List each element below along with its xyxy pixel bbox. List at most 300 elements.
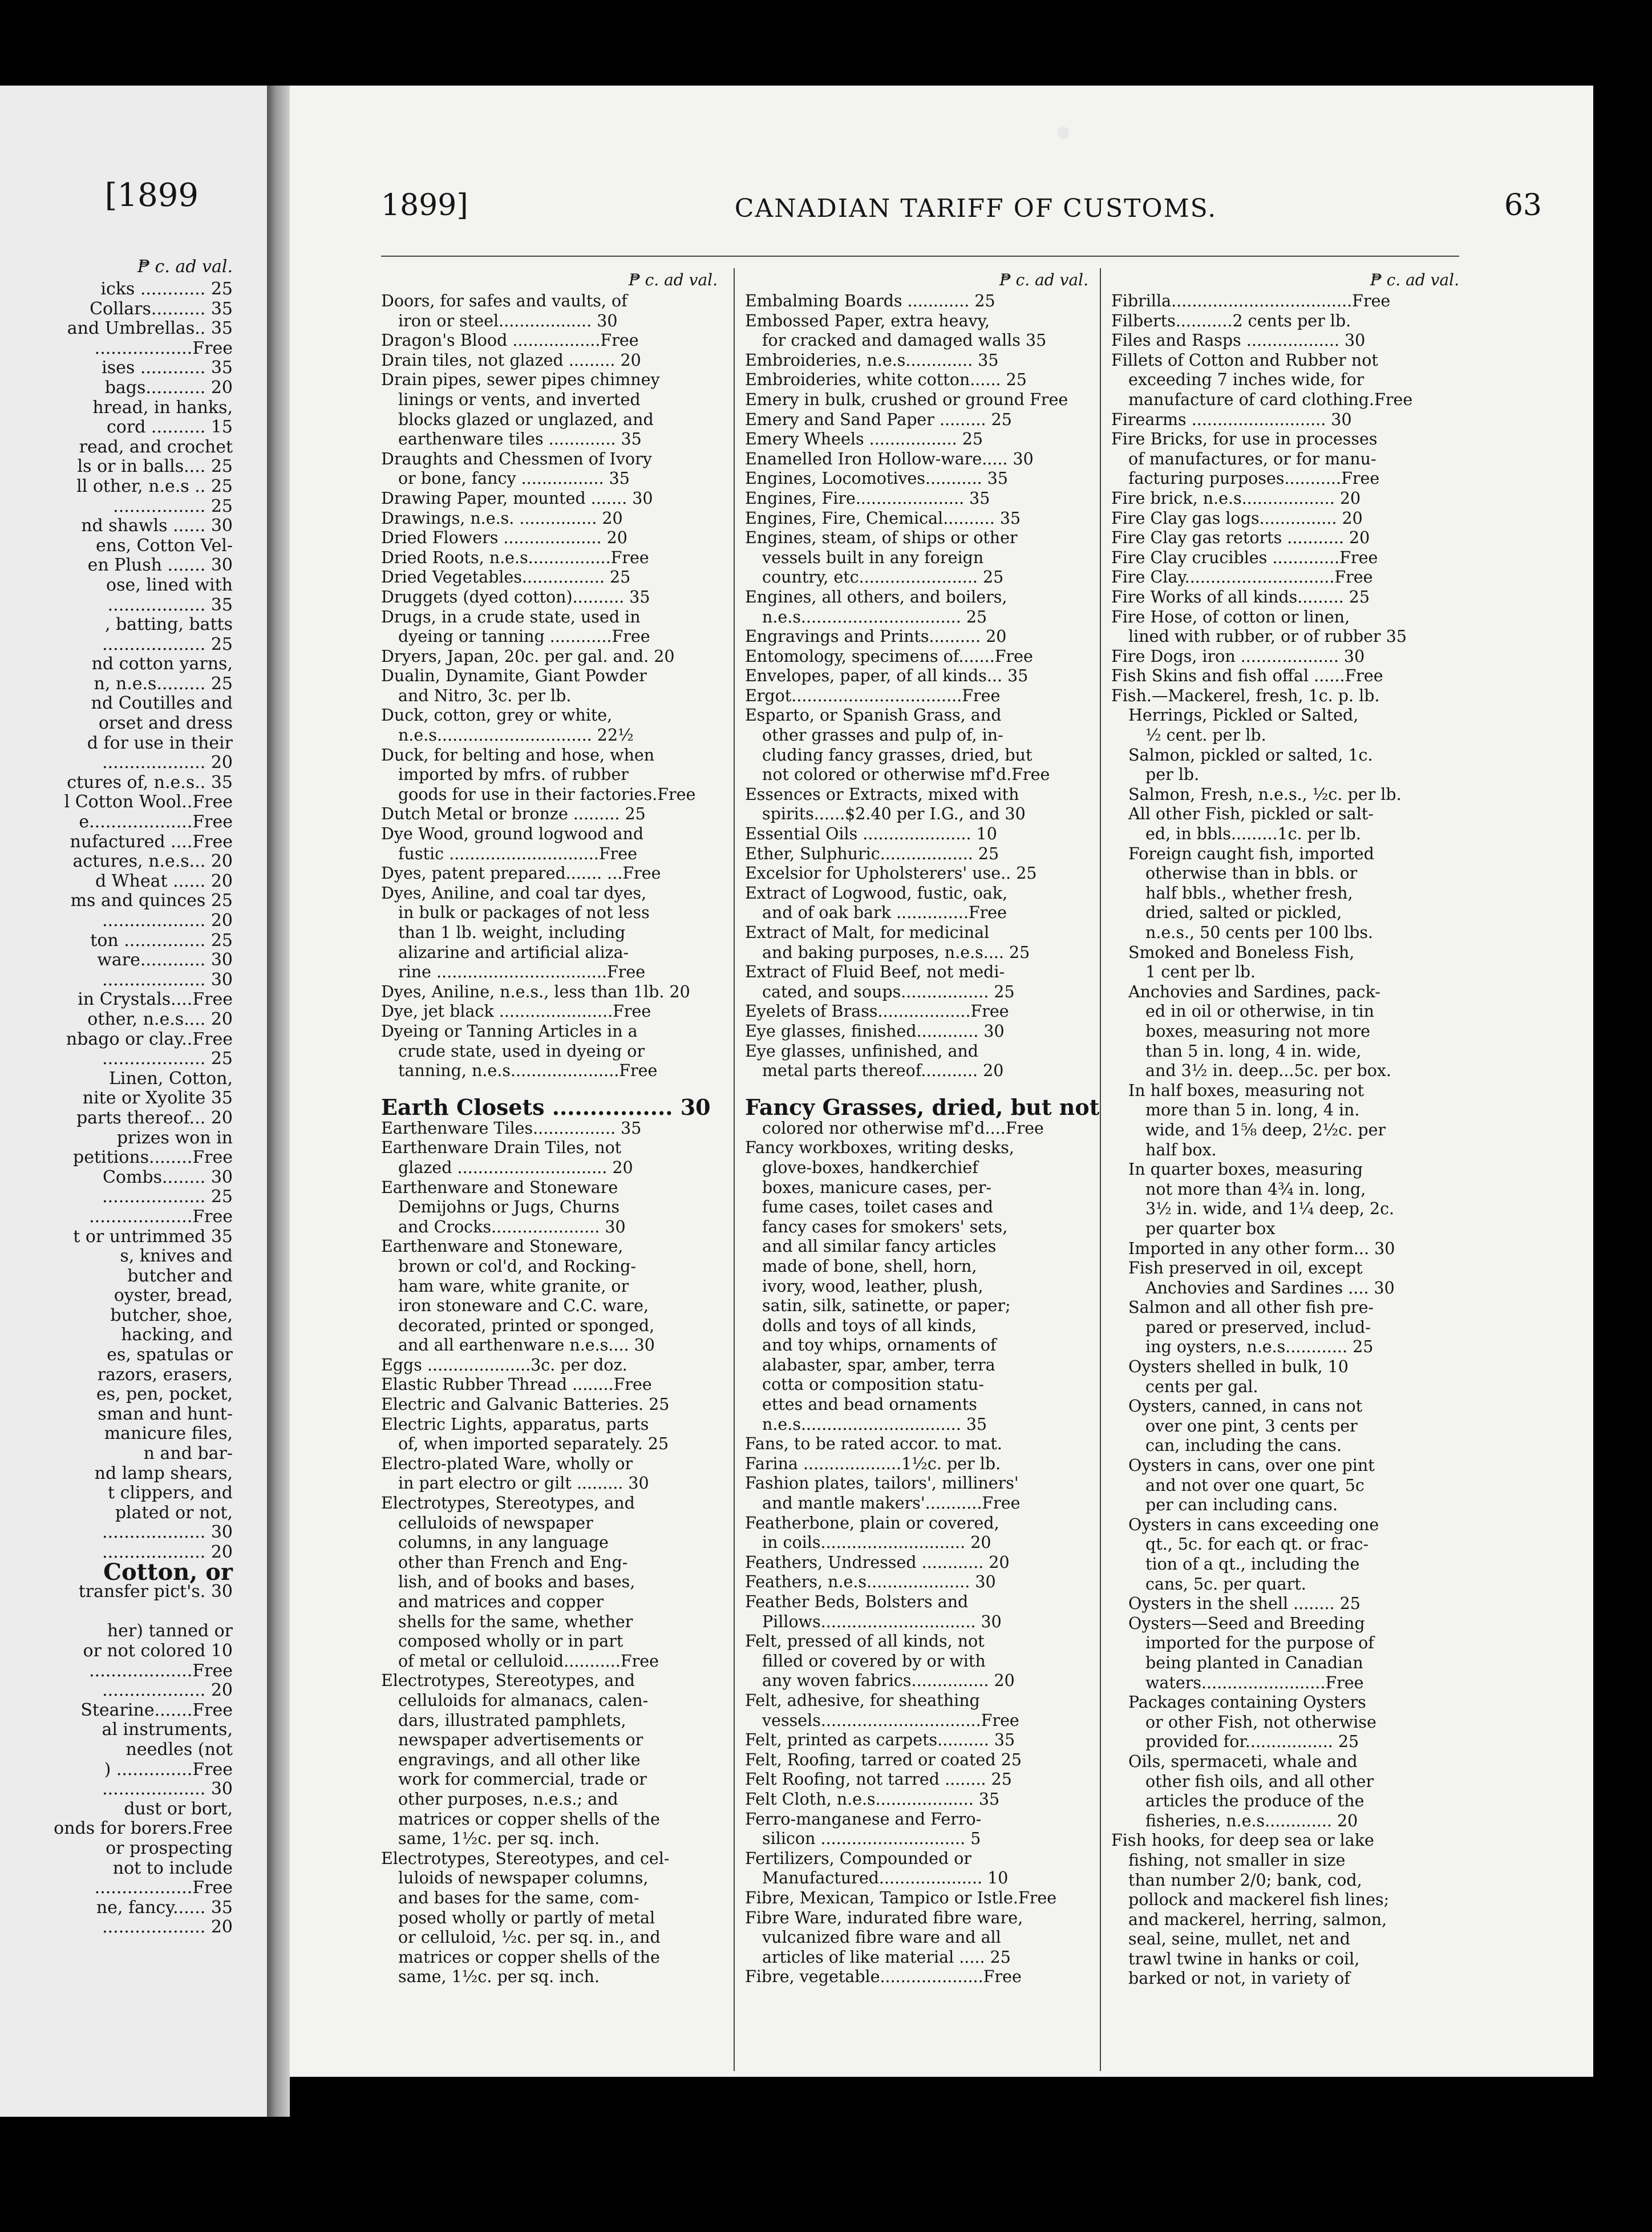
tariff-entry-line: Anchovies and Sardines, pack- [1128, 982, 1380, 1001]
tariff-entry-line: Embroideries, n.e.s............. 35 [745, 350, 999, 370]
tariff-entry-line: Dyes, patent prepared....... ...Free [381, 864, 661, 883]
tariff-entry-line: Dried Roots, n.e.s................Free [381, 548, 649, 567]
running-header [381, 188, 1570, 228]
left-page-line: oyster, bread, [114, 1285, 233, 1306]
page-number: 63 [1504, 188, 1542, 223]
tariff-entry-line: Fire Works of all kinds......... 25 [1111, 587, 1370, 606]
tariff-entry-line: Emery in bulk, crushed or ground Free [745, 390, 1068, 409]
tariff-entry-line: Felt Cloth, n.e.s................... 35 [745, 1789, 1000, 1809]
left-page-line: petitions........Free [73, 1147, 233, 1168]
tariff-entry-line: Ferro-manganese and Ferro- [745, 1809, 982, 1829]
tariff-entry-line: qt., 5c. for each qt. or frac- [1145, 1535, 1369, 1554]
tariff-entry-line: 1 cent per lb. [1145, 963, 1256, 982]
tariff-entry-line: cotta or composition statu- [762, 1375, 984, 1394]
tariff-entry-line: Eye glasses, unfinished, and [745, 1041, 979, 1061]
tariff-entry-line: Earth Closets ................ 30 [381, 1094, 711, 1120]
tariff-entry-line: Felt, adhesive, for sheathing [745, 1691, 980, 1710]
tariff-entry-line: Embroideries, white cotton...... 25 [745, 370, 1027, 390]
left-page-line: ................. 25 [113, 496, 233, 516]
left-page-line: ton ............... 25 [90, 930, 233, 951]
tariff-entry-line: Fillets of Cotton and Rubber not [1111, 350, 1378, 370]
tariff-entry-line: Anchovies and Sardines .... 30 [1145, 1278, 1395, 1297]
tariff-entry-line: can, including the cans. [1145, 1436, 1342, 1455]
tariff-entry-line: of, when imported separately. 25 [398, 1434, 669, 1454]
tariff-entry-line: and baking purposes, n.e.s.... 25 [762, 943, 1030, 962]
tariff-entry-line: Embossed Paper, extra heavy, [745, 311, 990, 330]
left-page-line: nd shawls ...... 30 [81, 516, 233, 536]
tariff-entry-line: imported for the purpose of [1145, 1633, 1374, 1653]
tariff-entry-line: provided for................. 25 [1145, 1732, 1359, 1752]
tariff-entry-line: Essences or Extracts, mixed with [745, 785, 1019, 804]
tariff-entry-line: alizarine and artificial aliza- [398, 943, 629, 962]
tariff-entry-line: fisheries, n.e.s............. 20 [1145, 1811, 1358, 1830]
left-page-line: butcher, shoe, [110, 1305, 233, 1325]
tariff-entry-line: cated, and soups................. 25 [762, 982, 1015, 1001]
tariff-entry-line: Entomology, specimens of.......Free [745, 646, 1033, 666]
tariff-entry-line: blocks glazed or unglazed, and [398, 410, 654, 429]
left-page-line: n, n.e.s......... 25 [94, 673, 233, 694]
tariff-entry-line: iron or steel.................. 30 [398, 311, 618, 330]
left-page-header: [1899 [104, 177, 199, 214]
left-page-line: her) tanned or [107, 1621, 233, 1641]
left-page-line: ) ..............Free [104, 1759, 233, 1780]
left-page-line: nd Coutilles and [91, 693, 233, 714]
tariff-entry-line: pollock and mackerel fish lines; [1128, 1890, 1390, 1910]
tariff-entry-line: goods for use in their factories.Free [398, 785, 696, 804]
tariff-entry-line: celluloids for almanacs, calen- [398, 1691, 649, 1710]
tariff-entry-line: Fire Clay crucibles .............Free [1111, 548, 1378, 567]
left-page-line: s, knives and [120, 1246, 233, 1267]
left-page-line: or prospecting [106, 1838, 233, 1858]
tariff-column-1 [381, 271, 718, 1987]
tariff-entry-line: not more than 4¾ in. long, [1145, 1179, 1366, 1199]
tariff-entry-line: and Crocks..................... 30 [398, 1217, 626, 1236]
tariff-entry-line: Doors, for safes and vaults, of [381, 292, 627, 310]
tariff-entry-line: ing oysters, n.e.s............ 25 [1145, 1337, 1374, 1357]
left-page-line: ls or in balls.... 25 [77, 456, 233, 477]
left-page-line: ...................Free [89, 1206, 233, 1227]
tariff-entry-line: Dried Flowers ................... 20 [381, 528, 627, 548]
tariff-entry-line: Fire Hose, of cotton or linen, [1111, 607, 1350, 626]
left-page-line: es, spatulas or [107, 1345, 233, 1365]
tariff-entry-line: Extract of Logwood, fustic, oak, [745, 883, 1008, 903]
tariff-entry-line: tion of a qt., including the [1145, 1555, 1360, 1574]
tariff-entry-line: Fish preserved in oil, except [1128, 1259, 1363, 1278]
tariff-entry-line: Herrings, Pickled or Salted, [1128, 706, 1359, 725]
tariff-entry-line: Pillows.............................. 30 [762, 1612, 1002, 1631]
tariff-entry-line: brown or col'd, and Rocking- [398, 1256, 636, 1276]
tariff-entry-line: fume cases, toilet cases and [762, 1198, 993, 1217]
tariff-entry-line: Salmon, Fresh, n.e.s., ½c. per lb. [1128, 785, 1402, 804]
left-page-line: ................... 25 [102, 1187, 233, 1207]
tariff-entry-line: Feathers, n.e.s.................... 30 [745, 1572, 996, 1592]
tariff-entry-line: Dye Wood, ground logwood and [381, 824, 644, 844]
left-page-entries [0, 280, 233, 1938]
tariff-entry-line: vulcanized fibre ware and all [762, 1928, 1001, 1947]
tariff-entry-line: Dyes, Aniline, and coal tar dyes, [381, 883, 647, 903]
tariff-entry-line: same, 1½c. per sq. inch. [398, 1967, 600, 1987]
left-column-heading: ₱ c. ad val. [137, 257, 233, 277]
tariff-entry-line: n.e.s............................... 25 [762, 607, 987, 626]
left-page-line: nbago or clay..Free [66, 1029, 233, 1049]
tariff-entry-line: Electrotypes, Stereotypes, and [381, 1671, 635, 1691]
tariff-entry-line: Salmon and all other fish pre- [1128, 1298, 1374, 1317]
left-page-line: ose, lined with [106, 575, 233, 595]
tariff-entry-line: fustic .............................Free [398, 844, 637, 863]
left-page-line: ises ............ 35 [102, 358, 233, 378]
tariff-entry-line: Fire Clay gas retorts ........... 20 [1111, 528, 1370, 548]
left-page-line: nufactured ....Free [70, 831, 233, 852]
tariff-entry-line: Feathers, Undressed ............ 20 [745, 1552, 1010, 1572]
tariff-entry-line: Fire brick, n.e.s.................. 20 [1111, 488, 1361, 508]
tariff-entry-line: in bulk or packages of not less [398, 903, 650, 923]
left-page-line: sman and hunt- [98, 1404, 233, 1424]
tariff-entry-line: and not over one quart, 5c [1145, 1475, 1364, 1495]
tariff-entry-line: satin, silk, satinette, or paper; [762, 1296, 1011, 1316]
tariff-entry-line: Fire Clay.............................Free [1111, 568, 1373, 587]
tariff-entry-line: made of bone, shell, horn, [762, 1256, 977, 1276]
tariff-entry-line: pared or preserved, includ- [1145, 1317, 1371, 1337]
tariff-entry-line: waters........................Free [1145, 1673, 1364, 1692]
tariff-entry-line: metal parts thereof........... 20 [762, 1061, 1004, 1081]
left-page-line: ................... 20 [102, 1542, 233, 1562]
left-page-line: prizes won in [116, 1127, 233, 1148]
book-gutter [267, 86, 290, 2117]
tariff-entry-line: Earthenware Tiles................ 35 [381, 1118, 642, 1138]
tariff-entry-line: seal, seine, mullet, net and [1128, 1930, 1351, 1949]
tariff-entry-line: Dried Vegetables................ 25 [381, 568, 631, 587]
tariff-entry-line: glazed ............................. 20 [398, 1158, 633, 1177]
tariff-entry-line: n.e.s.............................. 22½ [398, 726, 634, 745]
tariff-entry-line: matrices or copper shells of the [398, 1809, 660, 1829]
left-page-line: dust or bort, [124, 1798, 233, 1819]
tariff-entry-line: Dutch Metal or bronze ......... 25 [381, 804, 646, 824]
left-page-line: ................... 20 [102, 1680, 233, 1701]
tariff-entry-line: exceeding 7 inches wide, for [1128, 370, 1364, 390]
tariff-entry-line: Emery and Sand Paper ......... 25 [745, 410, 1012, 429]
column-heading: ₱ c. ad val. [999, 270, 1088, 289]
tariff-entry-line: Fibrilla...................................Free [1111, 292, 1391, 310]
tariff-entry-line: filled or covered by or with [762, 1651, 986, 1671]
header-year: 1899] [381, 188, 468, 223]
tariff-entry-line: Felt, pressed of all kinds, not [745, 1632, 985, 1651]
tariff-entry-line: other fish oils, and all other [1145, 1772, 1374, 1791]
left-page [0, 86, 267, 2117]
tariff-entry-line: dried, salted or pickled, [1145, 903, 1342, 923]
tariff-entry-line: Demijohns or Jugs, Churns [398, 1198, 620, 1217]
left-page-line: not to include [112, 1858, 233, 1878]
tariff-entry-line: Fish hooks, for deep sea or lake [1111, 1831, 1374, 1850]
left-page-line: parts thereof... 20 [76, 1107, 233, 1128]
left-page-line: orset and dress [98, 713, 233, 734]
tariff-entry-line: cents per gal. [1145, 1377, 1258, 1396]
tariff-entry-line: other purposes, n.e.s.; and [398, 1789, 618, 1809]
left-page-line: manicure files, [104, 1424, 233, 1444]
tariff-entry-line: 3½ in. wide, and 1¼ deep, 2c. [1145, 1199, 1395, 1219]
tariff-entry-line: Fish Skins and fish offal ......Free [1111, 666, 1383, 686]
tariff-entry-line: Electric Lights, apparatus, parts [381, 1414, 649, 1434]
tariff-entry-line: spirits......$2.40 per I.G., and 30 [762, 804, 1026, 824]
tariff-entry-line: dars, illustrated pamphlets, [398, 1711, 626, 1730]
tariff-entry-line: ed, in bbls.........1c. per lb. [1145, 824, 1361, 844]
left-page-line: en Plush ....... 30 [87, 555, 233, 576]
tariff-entry-line: vessels...............................Free [762, 1711, 1019, 1730]
left-page-line: in Crystals....Free [78, 989, 233, 1010]
tariff-entry-line: barked or not, in variety of [1128, 1969, 1350, 1988]
left-page-line: actures, n.e.s... 20 [72, 851, 233, 872]
tariff-entry-line: Electrotypes, Stereotypes, and cel- [381, 1849, 670, 1868]
tariff-entry-line: work for commercial, trade or [398, 1770, 647, 1789]
tariff-entry-line: Imported in any other form... 30 [1128, 1239, 1395, 1258]
tariff-entry-line: dolls and toys of all kinds, [762, 1316, 977, 1335]
left-page-line: nd lamp shears, [94, 1463, 233, 1483]
left-page-line: Stearine.......Free [80, 1700, 233, 1720]
tariff-entry-line: iron stoneware and C.C. ware, [398, 1296, 649, 1316]
column-rule [1100, 268, 1101, 2071]
tariff-entry-line: matrices or copper shells of the [398, 1947, 660, 1967]
tariff-entry-line: dyeing or tanning ............Free [398, 627, 650, 646]
tariff-entry-line: Engines, Fire..................... 35 [745, 488, 990, 508]
tariff-entry-line: Engines, Fire, Chemical.......... 35 [745, 508, 1021, 528]
left-page-line: bags........... 20 [104, 377, 233, 398]
left-page-line: and Umbrellas.. 35 [67, 318, 233, 339]
tariff-entry-line: Felt, printed as carpets.......... 35 [745, 1730, 1015, 1750]
tariff-entry-line: Oils, spermaceti, whale and [1128, 1752, 1358, 1771]
tariff-entry-line: Eggs ....................3c. per doz. [381, 1355, 627, 1374]
tariff-entry-line: glove-boxes, handkerchief [762, 1158, 978, 1177]
tariff-entry-line: Oysters, canned, in cans not [1128, 1397, 1363, 1416]
left-page-line: razors, erasers, [97, 1364, 233, 1385]
column-rule [734, 268, 735, 2071]
left-page-line: e...................Free [79, 812, 233, 832]
left-page-line: needles (not [125, 1739, 233, 1760]
left-page-line: Collars.......... 35 [90, 298, 233, 319]
tariff-entry-line: earthenware tiles ............. 35 [398, 430, 642, 449]
tariff-entry-line: ettes and bead ornaments [762, 1395, 977, 1414]
tariff-entry-line: Fibre, Mexican, Tampico or Istle.Free [745, 1888, 1057, 1907]
tariff-entry-line: Drawings, n.e.s. ............... 20 [381, 508, 623, 528]
tariff-entry-line: Felt, Roofing, tarred or coated 25 [745, 1750, 1022, 1769]
tariff-entry-line: Packages containing Oysters [1128, 1693, 1366, 1712]
tariff-entry-line: and all earthenware n.e.s.... 30 [398, 1336, 655, 1355]
left-page-line: ................... 25 [102, 1049, 233, 1069]
tariff-entry-line: Engines, Locomotives........... 35 [745, 469, 1009, 488]
tariff-entry-line: silicon ............................ 5 [762, 1829, 981, 1849]
left-page-line: hread, in hanks, [92, 397, 233, 418]
tariff-entry-line: Earthenware Drain Tiles, not [381, 1138, 622, 1158]
tariff-entry-line: not colored or otherwise mf'd.Free [762, 765, 1050, 785]
tariff-entry-line: fishing, not smaller in size [1128, 1850, 1346, 1870]
left-page-line: d for use in their [87, 733, 233, 753]
tariff-entry-line: Electro-plated Ware, wholly or [381, 1454, 633, 1473]
tariff-entry-line: Emery Wheels ................. 25 [745, 430, 983, 449]
tariff-entry-line: over one pint, 3 cents per [1145, 1416, 1358, 1436]
tariff-column-2 [745, 270, 1100, 1987]
tariff-entry-line: alabaster, spar, amber, terra [762, 1355, 995, 1374]
tariff-entry-line: other grasses and pulp of, in- [762, 726, 1003, 745]
tariff-entry-line: Earthenware and Stoneware, [381, 1237, 623, 1256]
left-page-line: Cotton, or [103, 1558, 233, 1586]
tariff-entry-line: wide, and 1⅝ deep, 2½c. per [1145, 1120, 1386, 1139]
tariff-entry-line: Featherbone, plain or covered, [745, 1513, 999, 1533]
tariff-entry-line: shells for the same, whether [398, 1612, 633, 1631]
tariff-entry-line: Filberts...........2 cents per lb. [1111, 311, 1351, 330]
tariff-entry-line: Fans, to be rated accor. to mat. [745, 1434, 1002, 1454]
left-page-line: icks ............ 25 [100, 279, 233, 299]
tariff-entry-line: Extract of Fluid Beef, not medi- [745, 963, 1005, 982]
tariff-entry-line: luloids of newspaper columns, [398, 1869, 649, 1888]
left-page-line: t clippers, and [108, 1483, 233, 1503]
tariff-entry-line: crude state, used in dyeing or [398, 1041, 645, 1061]
tariff-entry-line: Feather Beds, Bolsters and [745, 1592, 969, 1611]
tariff-entry-line: Extract of Malt, for medicinal [745, 923, 990, 942]
left-page-line: ................... 20 [102, 753, 233, 773]
left-page-line: Combs........ 30 [102, 1167, 233, 1187]
left-page-line: transfer pict's. 30 [78, 1582, 233, 1602]
tariff-entry-line: Fashion plates, tailors', milliners' [745, 1474, 1019, 1493]
tariff-entry-line: rine .................................Free [398, 963, 646, 982]
tariff-entry-line: Draughts and Chessmen of Ivory [381, 449, 652, 468]
tariff-entry-line: Manufactured.................... 10 [762, 1869, 1009, 1888]
left-page-line: d Wheat ...... 20 [95, 871, 233, 891]
tariff-entry-line: Smoked and Boneless Fish, [1128, 943, 1355, 962]
tariff-entry-line: Duck, cotton, grey or white, [381, 706, 613, 725]
tariff-entry-line: for cracked and damaged walls 35 [762, 331, 1047, 350]
tariff-entry-line: Electrotypes, Stereotypes, and [381, 1494, 635, 1513]
tariff-entry-line: All other Fish, pickled or salt- [1128, 804, 1374, 824]
left-page-line: ware............ 30 [97, 950, 233, 971]
tariff-entry-line: Dye, jet black ......................Free [381, 1002, 651, 1021]
tariff-entry-line: Files and Rasps .................. 30 [1111, 331, 1366, 350]
tariff-entry-line: Oysters—Seed and Breeding [1128, 1614, 1365, 1633]
tariff-entry-line: Drain tiles, not glazed ......... 20 [381, 350, 641, 370]
tariff-entry-line: Druggets (dyed cotton).......... 35 [381, 587, 650, 606]
tariff-entry-line: Engines, all others, and boilers, [745, 587, 1007, 606]
tariff-entry-line: Eye glasses, finished............ 30 [745, 1021, 1005, 1041]
tariff-entry-line: posed wholly or partly of metal [398, 1908, 655, 1927]
left-page-line: , batting, batts [104, 614, 233, 635]
tariff-entry-line: Electric and Galvanic Batteries. 25 [381, 1395, 670, 1414]
tariff-entry-line: any woven fabrics............... 20 [762, 1671, 1015, 1691]
left-page-line: plated or not, [115, 1502, 233, 1523]
tariff-entry-line: Drugs, in a crude state, used in [381, 607, 641, 626]
left-page-line: cord .......... 15 [106, 417, 233, 438]
tariff-entry-line: lish, and of books and bases, [398, 1572, 635, 1592]
tariff-entry-line: in part electro or gilt ......... 30 [398, 1474, 649, 1493]
left-page-line: ..................Free [94, 338, 233, 358]
left-page-line: nd cotton yarns, [91, 654, 233, 674]
tariff-entry-line: Dyeing or Tanning Articles in a [381, 1021, 638, 1041]
left-page-line: butcher and [127, 1265, 233, 1286]
tariff-entry-line: lined with rubber, or of rubber 35 [1128, 627, 1407, 646]
tariff-entry-line: half bbls., whether fresh, [1145, 883, 1353, 903]
tariff-entry-line: and all similar fancy articles [762, 1237, 997, 1256]
tariff-entry-line: Oysters in cans exceeding one [1128, 1515, 1379, 1534]
tariff-entry-line: Duck, for belting and hose, when [381, 745, 655, 765]
left-page-line: read, and crochet [79, 436, 233, 457]
tariff-entry-line: manufacture of card clothing.Free [1128, 390, 1413, 409]
tariff-entry-line: Oysters shelled in bulk, 10 [1128, 1357, 1349, 1377]
tariff-entry-line: Oysters in the shell ........ 25 [1128, 1594, 1361, 1614]
page-title: CANADIAN TARIFF OF CUSTOMS. [734, 194, 1217, 223]
tariff-entry-line: half box. [1145, 1140, 1217, 1159]
tariff-entry-line: boxes, measuring not more [1145, 1021, 1371, 1041]
right-page [290, 86, 1593, 2077]
tariff-entry-line: than number 2/0; bank, cod, [1128, 1870, 1362, 1890]
tariff-entry-line: n.e.s............................... 35 [762, 1414, 987, 1434]
tariff-entry-line: In quarter boxes, measuring [1128, 1160, 1363, 1179]
tariff-entry-line: per can including cans. [1145, 1495, 1338, 1515]
tariff-entry-line: Fire Bricks, for use in processes [1111, 430, 1378, 449]
tariff-entry-line: In half boxes, measuring not [1128, 1081, 1364, 1100]
left-page-line: l Cotton Wool..Free [64, 792, 233, 812]
tariff-entry-line: Dyes, Aniline, n.e.s., less than 1lb. 20 [381, 982, 690, 1001]
tariff-entry-line: vessels built in any foreign [762, 548, 984, 567]
left-page-line: ne, fancy...... 35 [96, 1897, 233, 1918]
tariff-entry-line: same, 1½c. per sq. inch. [398, 1829, 600, 1849]
tariff-entry-line: Dragon's Blood .................Free [381, 331, 639, 350]
tariff-entry-line: Elastic Rubber Thread ........Free [381, 1375, 652, 1394]
tariff-entry-line: or celluloid, ½c. per sq. in., and [398, 1928, 661, 1947]
tariff-entry-line: and Nitro, 3c. per lb. [398, 686, 572, 705]
tariff-entry-line: Oysters in cans, over one pint [1128, 1456, 1375, 1475]
column-heading: ₱ c. ad val. [1370, 270, 1459, 289]
tariff-entry-line: decorated, printed or sponged, [398, 1316, 655, 1335]
tariff-entry-line: ham ware, white granite, or [398, 1276, 629, 1296]
tariff-entry-line: ed in oil or otherwise, in tin [1145, 1002, 1375, 1021]
tariff-entry-line: than 5 in. long, 4 in. wide, [1145, 1041, 1362, 1061]
tariff-entry-line: Felt Roofing, not tarred ........ 25 [745, 1770, 1012, 1789]
left-page-line: ms and quinces 25 [70, 891, 233, 911]
tariff-entry-line: ½ cent. per lb. [1145, 726, 1266, 745]
tariff-entry-line: Fire Clay gas logs............... 20 [1111, 508, 1363, 528]
tariff-entry-line: engravings, and all other like [398, 1750, 641, 1769]
tariff-entry-line: more than 5 in. long, 4 in. [1145, 1101, 1360, 1120]
left-page-line: ................... 25 [102, 634, 233, 654]
tariff-entry-line: articles of like material ..... 25 [762, 1947, 1011, 1967]
tariff-entry-line: and matrices and copper [398, 1592, 604, 1611]
tariff-entry-line: Earthenware and Stoneware [381, 1178, 618, 1197]
tariff-entry-line: Engines, steam, of ships or other [745, 528, 1018, 548]
tariff-entry-line: Foreign caught fish, imported [1128, 844, 1374, 863]
tariff-entry-line: other than French and Eng- [398, 1552, 628, 1572]
tariff-entry-line: of metal or celluloid...........Free [398, 1651, 659, 1671]
left-page-line: ................... 20 [102, 1917, 233, 1938]
tariff-entry-line: Ergot.................................Free [745, 686, 1001, 705]
tariff-entry-line: trawl twine in hanks or coil, [1128, 1949, 1360, 1968]
tariff-entry-line: Drain pipes, sewer pipes chimney [381, 370, 660, 390]
tariff-entry-line: fancy cases for smokers' sets, [762, 1217, 1008, 1236]
left-page-line: onds for borers.Free [54, 1818, 233, 1839]
tariff-entry-line: Fire Dogs, iron ................... 30 [1111, 646, 1365, 666]
tariff-entry-line: per quarter box [1145, 1219, 1276, 1238]
tariff-entry-line: articles the produce of the [1145, 1792, 1364, 1811]
left-page-line: ................... 30 [102, 969, 233, 990]
tariff-entry-line: and 3½ in. deep...5c. per box. [1145, 1061, 1391, 1081]
left-page-line: hacking, and [121, 1325, 233, 1345]
left-page-line: Linen, Cotton, [108, 1068, 233, 1089]
tariff-entry-line: Envelopes, paper, of all kinds... 35 [745, 666, 1029, 686]
left-page-line: other, n.e.s.... 20 [87, 1009, 233, 1029]
tariff-entry-line: Fancy workboxes, writing desks, [745, 1138, 1014, 1158]
tariff-entry-line: Fish.—Mackerel, fresh, 1c. p. lb. [1111, 686, 1380, 705]
tariff-entry-line: of manufactures, or for manu- [1128, 449, 1376, 468]
tariff-entry-line: cluding fancy grasses, dried, but [762, 745, 1032, 765]
left-page-line: t or untrimmed 35 [73, 1226, 233, 1247]
tariff-entry-line: Essential Oils ..................... 10 [745, 824, 997, 844]
left-page-line: ...................Free [89, 1660, 233, 1681]
left-page-line: ..................Free [94, 1878, 233, 1898]
